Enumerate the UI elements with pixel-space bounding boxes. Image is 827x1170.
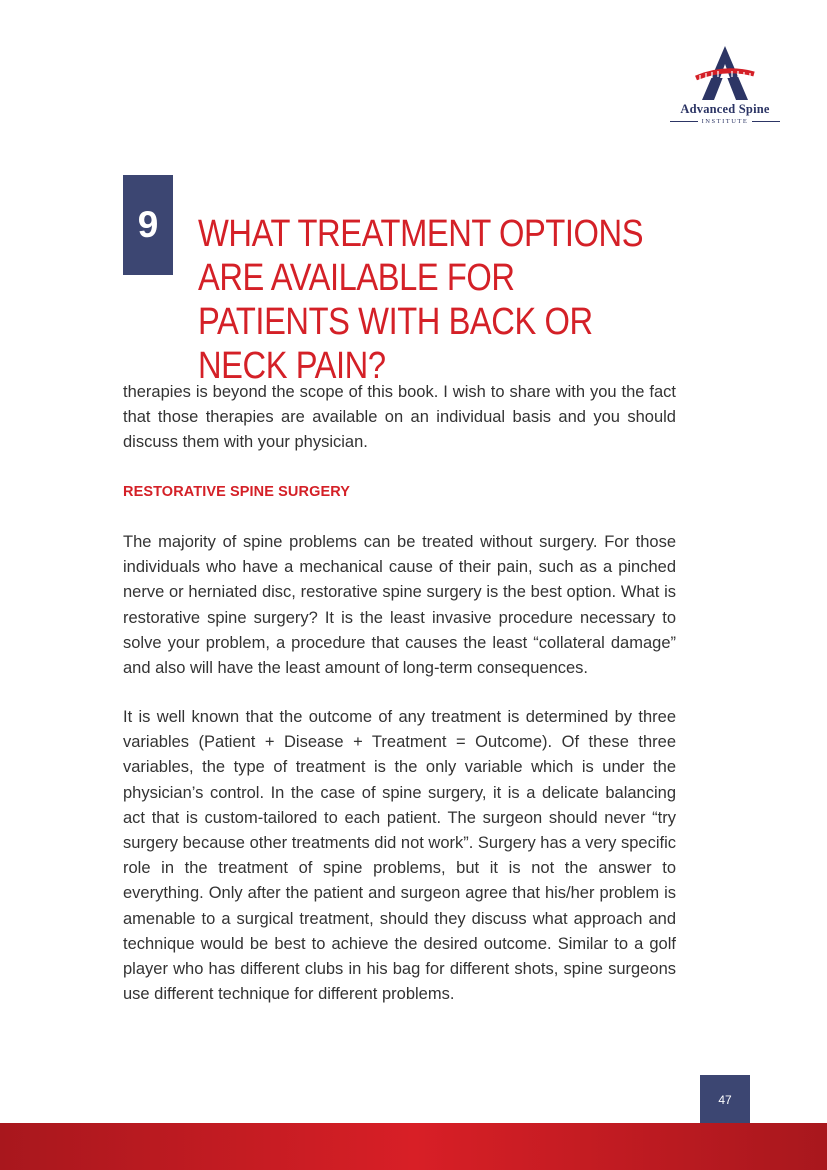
advanced-spine-logo: [664, 44, 786, 134]
logo-sub-name: INSTITUTE: [664, 118, 786, 125]
page-number: 47: [700, 1075, 750, 1125]
spine-logo-icon: [694, 44, 756, 104]
paragraph-outcome: It is well known that the outcome of any treatment is determined by three variables (Patient + Disease + Treatment = Outcome). Of these three variables, the type of treatment is the only variable which is under the physician’s control. In the case of spine surgery, it is a delicate balancing act that is custom-tailored to each patient. The surgeon should never “try surgery because other treatments did not work”. Surgery has a very specific role in the treatment of spine problems, but it is not the answer to everything. Only after the patient and surgeon agree that his/her problem is amenable to a surgical treatment, should they discuss what approach and technique would be best to achieve the desired outcome. Similar to a golf player who has different clubs in his bag for different shots, spine surgeons use different technique for different problems.: [123, 708, 676, 1004]
footer-bar: [0, 1123, 827, 1170]
chapter-number: 9: [123, 175, 173, 275]
paragraph-restorative: The majority of spine problems can be treated without surgery. For those individuals who have a mechanical cause of their pain, such as a pinched nerve or herniated disc, restorative spine surgery is the best option. What is restorative spine surgery? It is the least invasive procedure necessary to solve your problem, a procedure that causes the least “collateral damage” and also will have the least amount of long-term consequences.: [123, 533, 676, 678]
section-heading: RESTORATIVE SPINE SURGERY: [123, 484, 351, 500]
chapter-title: WHAT TREATMENT OPTIONS ARE AVAILABLE FOR PATIENTS WITH BACK OR NECK PAIN?: [198, 213, 644, 387]
paragraph-intro: therapies is beyond the scope of this book. I wish to share with you the fact that those therapies are available on an individual basis and you should discuss them with your physician.: [123, 383, 676, 452]
logo-brand-name: Advanced Spine: [680, 102, 770, 116]
